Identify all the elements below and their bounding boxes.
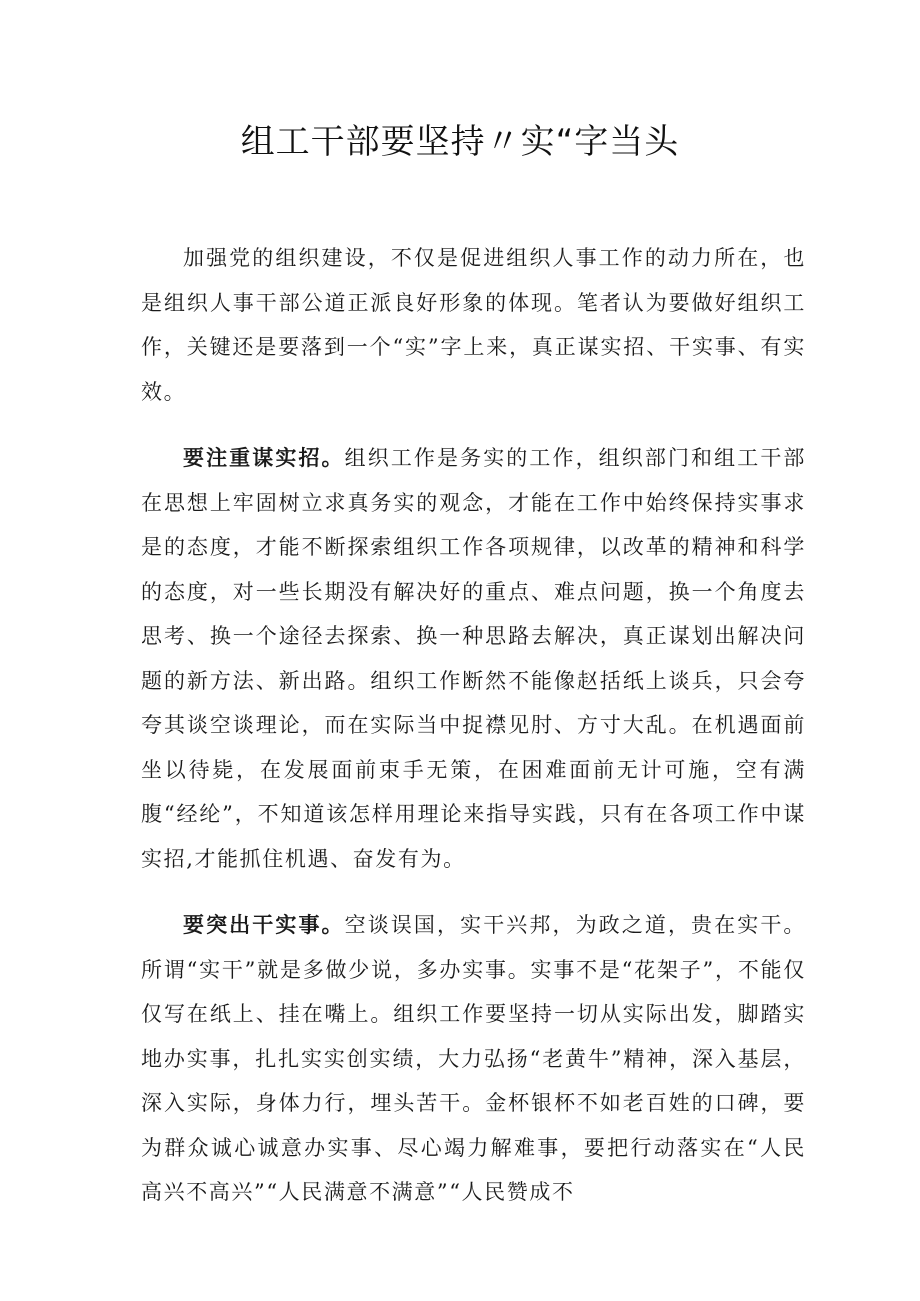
paragraph-intro [141,236,806,414]
document-title: 组工干部要坚持〃实“字当头 [240,122,680,162]
paragraph-text: 加强党的组织建设，不仅是促进组织人事工作的动力所在，也是组织人事干部公道正派良好形象的体现。笔者认为要做好组织工作，关键还是要落到一个“实”字上来，真正谋实招、干实事、有实效。 [141,246,806,404]
document-body [141,236,806,1237]
paragraph-lead: 要突出干实事。 [183,913,345,937]
paragraph-action [141,903,806,1215]
paragraph-text: 组织工作是务实的工作，组织部门和组工干部在思想上牢固树立求真务实的观念，才能在工作中始终保持实事求是的态度，才能不断探索组织工作各项规律，以改革的精神和科学的态度，对一些长期没有解决好的重点、难点问题，换一个角度去思考、换一个途径去探索、换一种思路去解决，真正谋划出解决问题的新方法、新出路。组织工作断然不能像赵括纸上谈兵，只会夸夸其谈空谈理论，而在实际当中捉襟见肘、方寸大乱。在机遇面前坐以待毙，在发展面前束手无策，在困难面前无计可施，空有满腹“经纶”，不知道该怎样用理论来指导实践，只有在各项工作中谋实招,才能抓住机遇、奋发有为。 [141,446,807,871]
paragraph-strategy [141,436,806,881]
paragraph-text: 空谈误国，实干兴邦，为政之道，贵在实干。所谓“实干”就是多做少说，多办实事。实事不是“花架子”，不能仅仅写在纸上、挂在嘴上。组织工作要坚持一切从实际出发，脚踏实地办实事，扎扎实实创实绩，大力弘扬“老黄牛”精神，深入基层，深入实际，身体力行，埋头苦干。金杯银杯不如老百姓的口碑，要为群众诚心诚意办实事、尽心竭力解难事，要把行动落实在“人民高兴不高兴”“人民满意不满意”“人民赞成不 [141,913,807,1204]
paragraph-lead: 要注重谋实招。 [183,446,345,470]
